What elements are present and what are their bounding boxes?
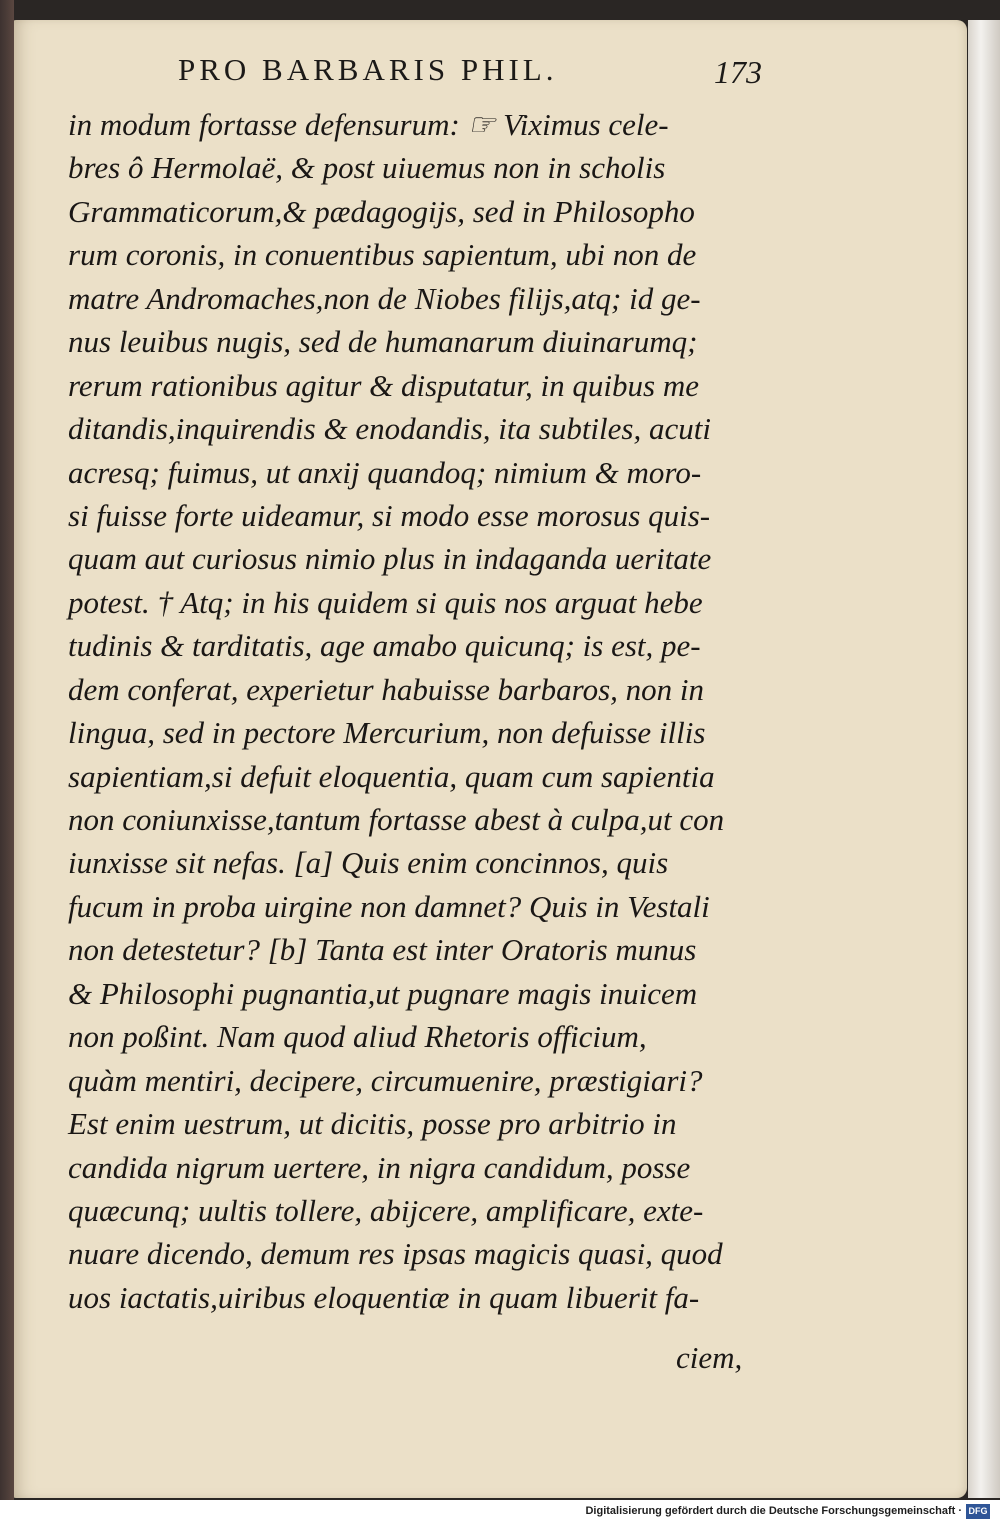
text-line: dem conferat, experietur habuisse barbaros, non in [68,671,704,707]
text-line: quàm mentiri, decipere, circumuenire, præstigiari? [68,1062,703,1098]
running-head: PRO BARBARIS PHIL. [178,52,558,87]
text-line: matre Andromaches,non de Niobes filijs,atq; id ge- [68,280,701,316]
catchword: ciem, [676,1340,743,1375]
page-number: 173 [714,54,762,90]
funding-credit: Digitalisierung gefördert durch die Deutsche Forschungsgemeinschaft · [585,1505,962,1517]
text-line: Est enim uestrum, ut dicitis, posse pro arbitrio in [68,1106,677,1142]
text-line: & Philosophi pugnantia,ut pugnare magis inuicem [68,975,698,1011]
text-line: si fuisse forte uideamur, si modo esse morosus quis- [68,497,711,533]
text-line: non poßint. Nam quod aliud Rhetoris officium, [68,1019,647,1055]
dfg-logo-icon: DFG [966,1504,990,1519]
text-line: fucum in proba uirgine non damnet? Quis in Vestali [68,888,710,924]
text-line: rerum rationibus agitur & disputatur, in quibus me [68,367,699,403]
footer-bar [0,1500,1000,1523]
text-line: bres ô Hermolaë, & post uiuemus non in scholis [68,150,666,186]
text-line: candida nigrum uertere, in nigra candidum, posse [68,1149,691,1185]
text-line: lingua, sed in pectore Mercurium, non defuisse illis [68,715,706,751]
text-line: quam aut curiosus nimio plus in indaganda ueritate [68,541,712,577]
text-line: potest. † Atq; in his quidem si quis nos arguat hebe [68,584,703,620]
book-spine [0,0,14,1500]
text-line: nus leuibus nugis, sed de humanarum diuinarumq; [68,324,698,360]
text-line: acresq; fuimus, ut anxij quandoq; nimium & moro- [68,454,702,490]
text-line: quæcunq; uultis tollere, abijcere, amplificare, exte- [68,1192,704,1228]
text-line: tudinis & tarditatis, age amabo quicunq; is est, pe- [68,628,701,664]
text-line: iunxisse sit nefas. [a] Quis enim concinnos, quis [68,845,669,881]
text-line: nuare dicendo, demum res ipsas magicis quasi, quod [68,1236,723,1272]
page-header [178,52,778,102]
text-line: ditandis,inquirendis & enodandis, ita subtiles, acuti [68,411,711,447]
text-line: uos iactatis,uiribus eloquentiæ in quam libuerit fa- [68,1279,700,1315]
text-line: in modum fortasse defensurum: ☞ Viximus cele- [68,107,669,142]
text-body [68,103,768,1319]
text-line: rum coronis, in conuentibus sapientum, ubi non de [68,237,697,273]
text-line: non coniunxisse,tantum fortasse abest à culpa,ut con [68,802,725,837]
text-line: Grammaticorum,& pædagogijs, sed in Philosopho [68,193,695,229]
page-edges [968,20,1000,1498]
text-line: sapientiam,si defuit eloquentia, quam cum sapientia [68,758,715,794]
text-line: non detestetur? [b] Tanta est inter Oratoris munus [68,932,697,968]
